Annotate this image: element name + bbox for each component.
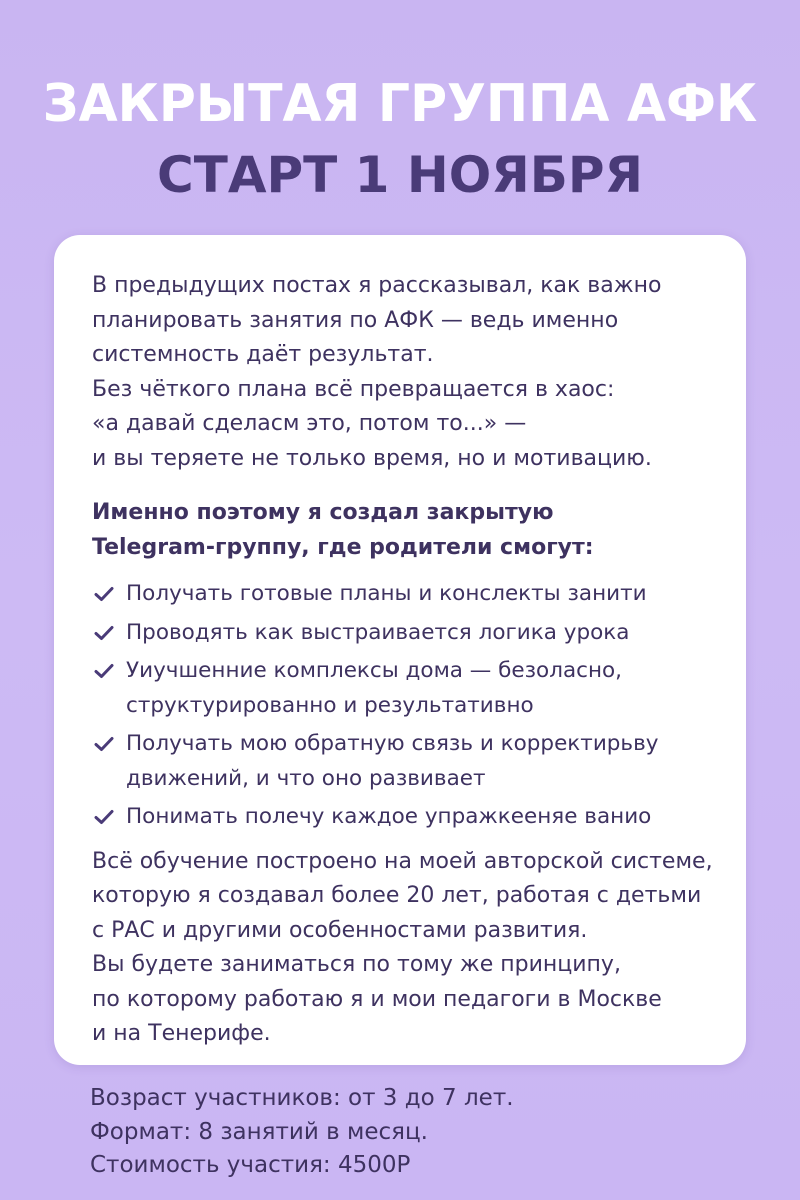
- intro-line: Без чёткого плана всё превращается в хаос:: [92, 376, 615, 402]
- outro-line: с РАС и другими особенностами развития.: [92, 917, 588, 943]
- check-icon: [94, 586, 114, 602]
- outro-line: по которому работаю я и мои педагоги в Москве: [92, 986, 662, 1012]
- outro-line: Вы будете заниматься по тому же принципу,: [92, 952, 621, 977]
- checklist-item-text: Получать готовые планы и конслекты занити: [126, 581, 647, 606]
- checklist-item-text: Проводять как выстраивается логика урока: [126, 619, 630, 645]
- age-info: Возраст участников: от 3 до 7 лет.: [90, 1085, 514, 1111]
- checklist-item: [92, 727, 722, 796]
- checklist-item-text: движений, и что оно развивает: [126, 765, 486, 791]
- checklist-item: [92, 800, 722, 835]
- outro-line: Всё обучение построено на моей авторской системе,: [92, 848, 713, 874]
- check-icon: [94, 625, 114, 641]
- format-info: Формат: 8 занятий в месяц.: [90, 1118, 428, 1145]
- intro-paragraph: [92, 269, 722, 476]
- details-footer: [90, 1082, 770, 1183]
- price-info: Стоимость участия: 4500Р: [90, 1152, 411, 1178]
- lead-line: Именно поэтому я создал закрытую: [92, 500, 554, 525]
- check-icon: [94, 809, 114, 825]
- intro-line: В предыдущих постах я рассказывал, как важно: [92, 273, 662, 298]
- info-card: [54, 235, 746, 1065]
- check-icon: [94, 736, 114, 752]
- checklist-item: [92, 577, 722, 612]
- outro-line: которую я создавал более 20 лет, работая с детьми: [92, 883, 702, 908]
- page-title: ЗАКРЫТАЯ ГРУППА АФК: [42, 74, 758, 134]
- intro-line: «а давай сделасм это, потом то...» —: [92, 411, 527, 436]
- intro-line: системность даёт результат.: [92, 342, 434, 367]
- checklist-item: [92, 654, 722, 723]
- lead-line: Telegram-группу, где родители смогут:: [92, 534, 594, 560]
- outro-paragraph: [92, 845, 722, 1052]
- intro-line: планировать занятия по АФК — ведь именно: [92, 307, 619, 333]
- info-card-content: [92, 269, 722, 1052]
- check-icon: [94, 663, 114, 679]
- intro-line: и вы теряете не только время, но и мотивацию.: [92, 445, 652, 471]
- checklist-item: [92, 616, 722, 651]
- checklist-item-text: структурированно и результативно: [126, 692, 534, 718]
- checklist-item-text: Уиучшенние комплексы дома — безоласно,: [126, 658, 622, 683]
- checklist-item-text: Понимать полечу каждое упражкееняе ванио: [126, 804, 652, 829]
- benefits-checklist: [92, 577, 722, 835]
- lead-paragraph: [92, 496, 722, 565]
- outro-line: и на Тенерифе.: [92, 1021, 271, 1046]
- checklist-item-text: Получать мою обратную связь и корректирьву: [126, 731, 659, 756]
- start-date-subtitle: СТАРТ 1 НОЯБРЯ: [157, 146, 643, 204]
